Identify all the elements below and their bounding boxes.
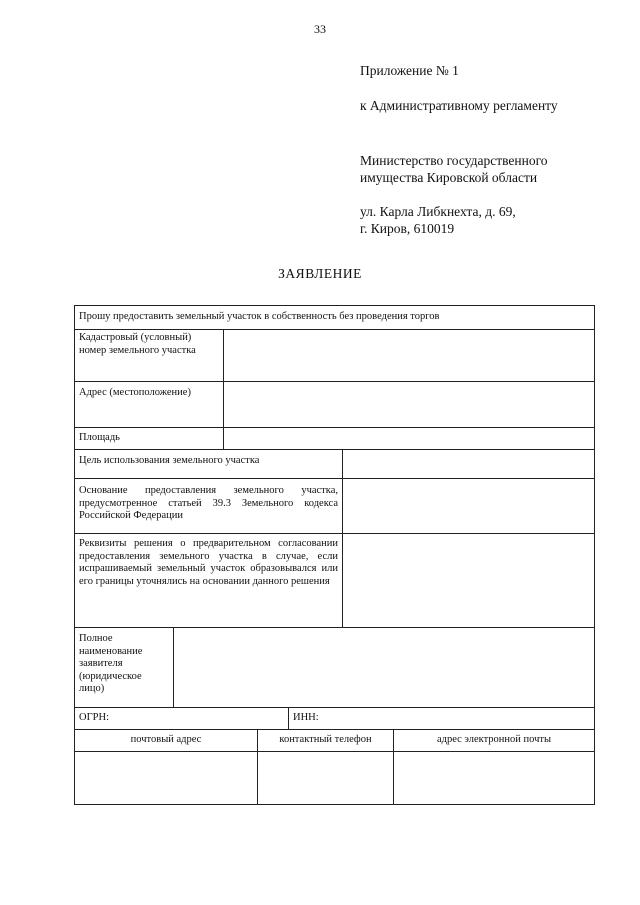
basis-row [75,479,594,534]
ids-row [75,708,594,730]
page-number: 33 [314,22,326,36]
request-row [75,306,594,330]
purpose-label: Цель использования земельного участка [75,450,343,478]
email-input[interactable] [394,752,594,804]
applicant-row [75,628,594,708]
applicant-input[interactable] [174,628,594,707]
addressee-line-1: Министерство государственного [360,153,548,168]
address-line-2: г. Киров, 610019 [360,221,455,236]
decision-input[interactable] [343,534,594,627]
ogrn-label: ОГРН: [79,712,109,723]
postal-address-input[interactable] [75,752,258,804]
area-row [75,428,594,450]
basis-input[interactable] [343,479,594,533]
attachment-line-1: Приложение № 1 [360,63,459,78]
phone-input[interactable] [258,752,394,804]
email-header: адрес электронной почты [436,734,552,745]
address-input[interactable] [224,382,594,427]
purpose-input[interactable] [343,450,594,478]
area-label: Площадь [75,428,224,449]
purpose-row [75,450,594,479]
attachment-line-2: к Административному регламенту [360,98,558,113]
contacts-input-row [75,752,594,804]
area-input[interactable] [224,428,594,449]
inn-label: ИНН: [293,712,319,723]
address-block [360,203,516,237]
addressee-line-2: имущества Кировской области [360,170,538,185]
address-line-1: ул. Карла Либкнехта, д. 69, [360,204,516,219]
decision-label: Реквизиты решения о предварительном согласовании предоставления земельного участка в случае, если испрашиваемый земельный участок образовывался или его границы уточнялись на основании данного решения [75,534,343,627]
address-row [75,382,594,428]
basis-label: Основание предоставления земельного участка, предусмотренное статьей 39.3 Земельного кодекса Российской Федерации [75,479,343,533]
cadastral-row [75,330,594,382]
ogrn-field[interactable] [75,708,289,729]
document-title: ЗАЯВЛЕНИЕ [278,266,362,281]
request-text: Прошу предоставить земельный участок в собственность без проведения торгов [79,311,440,322]
application-form [74,305,595,805]
decision-row [75,534,594,628]
cadastral-label: Кадастровый (условный) номер земельного участка [75,330,224,381]
addressee-block [360,152,548,186]
address-label: Адрес (местоположение) [75,382,224,427]
phone-header: контактный телефон [258,730,394,751]
contacts-header-row [75,730,594,752]
applicant-label: Полное наименование заявителя (юридическое лицо) [75,628,174,707]
postal-address-header: почтовый адрес [75,730,258,751]
inn-field[interactable] [289,708,594,729]
cadastral-input[interactable] [224,330,594,381]
